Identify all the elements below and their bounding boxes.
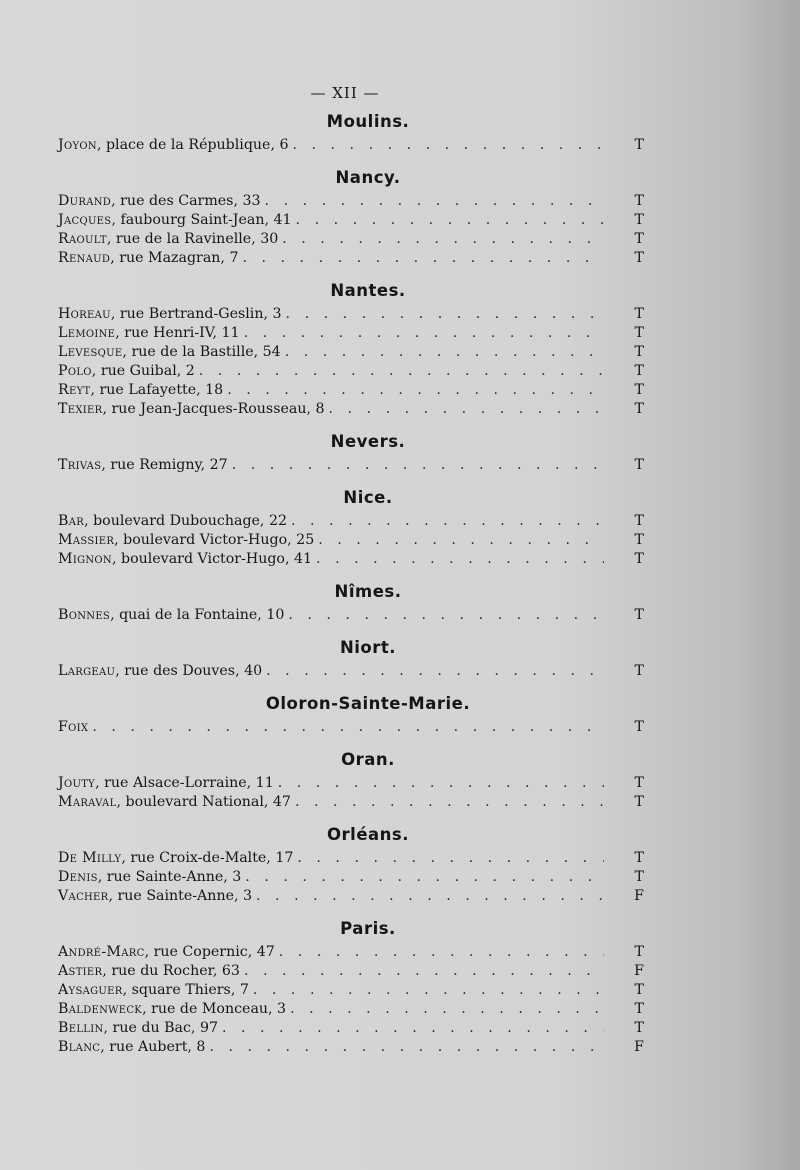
city-heading: Orléans. (327, 825, 409, 844)
entry-address: , rue Remigny, 27 (101, 457, 228, 473)
city-section (58, 582, 648, 625)
dot-leader (256, 887, 604, 906)
dot-leader (318, 531, 604, 550)
page-number: — XII — (310, 84, 380, 102)
entry-mark: T (634, 663, 644, 679)
entry-name: Levesque (58, 344, 123, 360)
entry-name: Polo (58, 363, 92, 379)
entry-name: Trivas (58, 457, 102, 473)
city-heading: Paris. (340, 919, 396, 938)
city-section (58, 168, 648, 268)
city-section (58, 750, 648, 812)
listing-entry (58, 1038, 648, 1057)
entry-mark: F (634, 1039, 644, 1055)
entry-mark: T (634, 382, 644, 398)
entry-address: , boulevard Victor-Hugo, 25 (114, 532, 315, 548)
entry-name: Bar (58, 513, 85, 529)
entry-mark: F (634, 963, 644, 979)
listing-entry (58, 943, 648, 962)
dot-leader (296, 211, 604, 230)
listing-entry (58, 1000, 648, 1019)
dot-leader (329, 400, 604, 419)
entry-name: Bonnes (58, 607, 111, 623)
entry-address: , rue Jean-Jacques-Rousseau, 8 (102, 401, 325, 417)
directory-listing (58, 112, 648, 1070)
listing-entry (58, 1019, 648, 1038)
listing-entry (58, 305, 648, 324)
entry-address: , square Thiers, 7 (122, 982, 249, 998)
entry-address: , quai de la Fontaine, 10 (110, 607, 285, 623)
city-section (58, 488, 648, 569)
city-section (58, 432, 648, 475)
listing-entry (58, 662, 648, 681)
entry-mark: T (634, 551, 644, 567)
entry-name: Mignon (58, 551, 112, 567)
listing-entry (58, 849, 648, 868)
entry-address: , rue Mazagran, 7 (110, 250, 239, 266)
city-heading: Niort. (339, 638, 397, 657)
city-heading: Oran. (341, 750, 395, 769)
entry-name: Largeau (58, 663, 116, 679)
entry-mark: T (634, 1020, 644, 1036)
dot-leader (244, 962, 604, 981)
entry-mark: F (634, 888, 644, 904)
entry-mark: T (634, 193, 644, 209)
entry-name: Texier (58, 401, 103, 417)
dot-leader (316, 550, 604, 569)
listing-entry (58, 456, 648, 475)
entry-mark: T (634, 344, 644, 360)
dot-leader (293, 136, 605, 155)
dot-leader (295, 793, 604, 812)
entry-name: André-Marc (58, 944, 145, 960)
dot-leader (92, 718, 604, 737)
listing-entry (58, 981, 648, 1000)
dot-leader (266, 662, 604, 681)
entry-mark: T (634, 982, 644, 998)
listing-entry (58, 774, 648, 793)
entry-name: Reyt (58, 382, 91, 398)
listing-entry (58, 192, 648, 211)
entry-mark: T (634, 363, 644, 379)
entry-name: Aysaguer (58, 982, 123, 998)
entry-name: Horeau (58, 306, 111, 322)
entry-address: , boulevard Dubouchage, 22 (84, 513, 288, 529)
entry-address: , rue du Bac, 97 (103, 1020, 218, 1036)
dot-leader (265, 192, 604, 211)
entry-name: Jacques (58, 212, 112, 228)
entry-mark: T (634, 850, 644, 866)
dot-leader (232, 456, 604, 475)
entry-address: , faubourg Saint-Jean, 41 (111, 212, 292, 228)
city-section (58, 638, 648, 681)
dot-leader (291, 512, 604, 531)
entry-mark: T (634, 401, 644, 417)
listing-entry (58, 512, 648, 531)
entry-address: , rue Croix-de-Malte, 17 (121, 850, 294, 866)
entry-mark: T (634, 231, 644, 247)
dot-leader (245, 868, 604, 887)
listing-entry (58, 381, 648, 400)
entry-mark: T (634, 137, 644, 153)
listing-entry (58, 531, 648, 550)
listing-entry (58, 249, 648, 268)
city-heading: Moulins. (326, 112, 410, 131)
entry-address: , boulevard Victor-Hugo, 41 (111, 551, 313, 567)
entry-address: , rue Lafayette, 18 (90, 382, 224, 398)
entry-name: Vacher (58, 888, 109, 904)
dot-leader (297, 849, 604, 868)
entry-address: , rue du Rocher, 63 (102, 963, 240, 979)
entry-address: , boulevard National, 47 (116, 794, 291, 810)
entry-mark: T (634, 775, 644, 791)
entry-address: , rue Alsace-Lorraine, 11 (95, 775, 274, 791)
entry-mark: T (634, 607, 644, 623)
entry-mark: T (634, 306, 644, 322)
entry-mark: T (634, 457, 644, 473)
listing-entry (58, 400, 648, 419)
listing-entry (58, 211, 648, 230)
dot-leader (288, 606, 604, 625)
city-section (58, 825, 648, 906)
entry-name: Renaud (58, 250, 111, 266)
entry-mark: T (634, 944, 644, 960)
city-heading: Nîmes. (334, 582, 402, 601)
entry-address: , rue de la Ravinelle, 30 (106, 231, 279, 247)
entry-name: Maraval (58, 794, 117, 810)
entry-name: Denis (58, 869, 98, 885)
dot-leader (253, 981, 604, 1000)
listing-entry (58, 718, 648, 737)
city-heading: Nancy. (335, 168, 401, 187)
city-heading: Oloron-Sainte-Marie. (265, 694, 471, 713)
entry-name: Massier (58, 532, 115, 548)
listing-entry (58, 550, 648, 569)
city-heading: Nantes. (330, 281, 406, 300)
entry-name: Blanc (58, 1039, 101, 1055)
entry-mark: T (634, 869, 644, 885)
dot-leader (285, 343, 604, 362)
entry-name: Bellin (58, 1020, 104, 1036)
listing-entry (58, 793, 648, 812)
listing-entry (58, 887, 648, 906)
dot-leader (199, 362, 604, 381)
listing-entry (58, 606, 648, 625)
listing-entry (58, 962, 648, 981)
dot-leader (279, 943, 604, 962)
entry-mark: T (634, 212, 644, 228)
entry-address: , rue de Monceau, 3 (142, 1001, 287, 1017)
dot-leader (222, 1019, 604, 1038)
listing-entry (58, 230, 648, 249)
entry-name: Jouty (58, 775, 96, 791)
entry-address: , place de la République, 6 (96, 137, 289, 153)
entry-mark: T (634, 513, 644, 529)
city-heading: Nice. (343, 488, 393, 507)
city-section (58, 694, 648, 737)
entry-address: , rue des Carmes, 33 (111, 193, 261, 209)
city-heading: Nevers. (330, 432, 406, 451)
entry-name: Astier (58, 963, 103, 979)
entry-mark: T (634, 719, 644, 735)
listing-entry (58, 324, 648, 343)
entry-address: , rue Bertrand-Geslin, 3 (110, 306, 282, 322)
entry-address: , rue Copernic, 47 (144, 944, 275, 960)
dot-leader (286, 305, 604, 324)
entry-mark: T (634, 1001, 644, 1017)
dot-leader (290, 1000, 604, 1019)
entry-address: , rue Sainte-Anne, 3 (97, 869, 242, 885)
entry-name: De Milly (58, 850, 122, 866)
entry-address: , rue des Douves, 40 (115, 663, 263, 679)
entry-address: , rue Sainte-Anne, 3 (108, 888, 253, 904)
listing-entry (58, 362, 648, 381)
entry-name: Foix (58, 719, 89, 735)
entry-name: Raoult (58, 231, 107, 247)
entry-mark: T (634, 325, 644, 341)
city-section (58, 112, 648, 155)
entry-mark: T (634, 532, 644, 548)
entry-name: Lemoine (58, 325, 116, 341)
dot-leader (282, 230, 604, 249)
listing-entry (58, 343, 648, 362)
listing-entry (58, 136, 648, 155)
dot-leader (244, 324, 604, 343)
entry-mark: T (634, 794, 644, 810)
entry-name: Durand (58, 193, 112, 209)
city-section (58, 281, 648, 419)
entry-name: Baldenweck (58, 1001, 143, 1017)
city-section (58, 919, 648, 1057)
entry-name: Joyon (58, 137, 97, 153)
dot-leader (278, 774, 604, 793)
listing-entry (58, 868, 648, 887)
entry-address: , rue Guibal, 2 (91, 363, 195, 379)
entry-address: , rue de la Bastille, 54 (122, 344, 281, 360)
entry-address: , rue Aubert, 8 (100, 1039, 206, 1055)
entry-address: , rue Henri-IV, 11 (115, 325, 240, 341)
dot-leader (227, 381, 604, 400)
entry-mark: T (634, 250, 644, 266)
dot-leader (242, 249, 604, 268)
dot-leader (209, 1038, 604, 1057)
